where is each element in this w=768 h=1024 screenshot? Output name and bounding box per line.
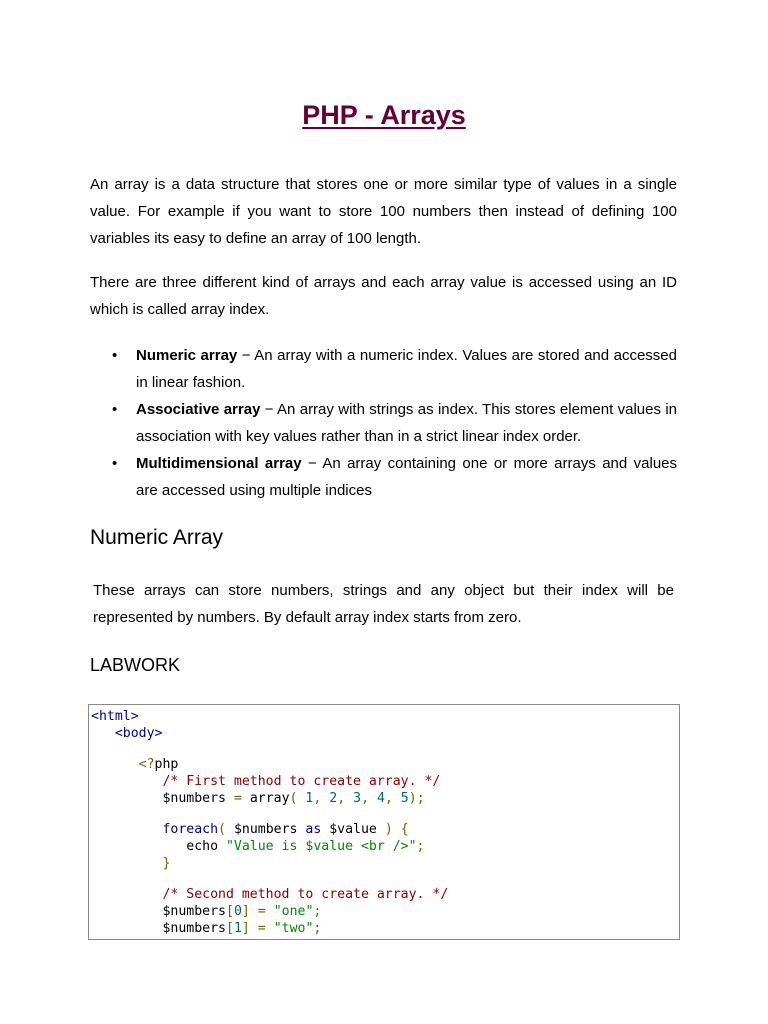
code-token: /* First method to create array. */: [162, 774, 441, 789]
code-token: <?: [138, 757, 155, 772]
code-blank-line: [91, 807, 448, 821]
list-item: [112, 396, 677, 450]
code-line: [91, 903, 448, 920]
code-token: $numbers: [162, 921, 226, 936]
code-token: "two": [273, 921, 314, 936]
code-line: [91, 773, 448, 790]
code-token: =: [249, 921, 274, 936]
code-token: ,: [361, 791, 370, 806]
code-token: as: [305, 822, 322, 837]
code-token: 4: [369, 791, 385, 806]
code-token: echo: [186, 839, 226, 854]
code-blank-line: [91, 872, 448, 886]
kinds-intro-paragraph: There are three different kind of arrays and each array value is accessed using an ID which is called array index.: [90, 274, 677, 318]
code-indent: [91, 726, 115, 741]
code-listing: [91, 708, 448, 937]
code-token: 3: [345, 791, 362, 806]
code-token: ,: [337, 791, 346, 806]
bullet-description: − An array with a numeric index. Values are stored and accessed in linear fashion.: [136, 347, 677, 391]
labwork-heading: LABWORK: [90, 655, 181, 675]
section-heading-numeric-array: Numeric Array: [90, 526, 224, 549]
code-token: );: [408, 791, 425, 806]
code-token: 0: [233, 904, 242, 919]
array-kinds-list: [112, 342, 677, 504]
code-token: (: [289, 791, 298, 806]
code-token: <body>: [114, 726, 163, 741]
code-token: 1: [297, 791, 314, 806]
code-token: 1: [233, 921, 242, 936]
code-token: ;: [416, 839, 425, 854]
code-token: ): [384, 822, 393, 837]
code-token: (: [218, 822, 226, 837]
code-token: "one": [273, 904, 314, 919]
code-token: /* Second method to create array. */: [162, 887, 449, 902]
code-token: array: [241, 791, 290, 806]
code-token: }: [162, 856, 171, 871]
code-indent: [91, 757, 139, 772]
bullet-term: Associative array: [136, 401, 261, 418]
code-token: $numbers: [226, 822, 306, 837]
bullet-description: − An array containing one or more arrays and values are accessed using multiple indices: [136, 455, 677, 499]
code-indent: [91, 887, 162, 902]
list-item: [112, 450, 677, 504]
code-line: [91, 886, 448, 903]
code-indent: [91, 839, 186, 854]
code-indent: [91, 822, 162, 837]
code-line: [91, 725, 448, 742]
code-token: ]: [241, 921, 250, 936]
bullet-icon: •: [112, 401, 118, 418]
bullet-term: Multidimensional array: [136, 455, 302, 472]
bullet-icon: •: [112, 455, 118, 472]
code-token: ,: [313, 791, 322, 806]
code-line: [91, 920, 448, 937]
code-token: ,: [384, 791, 393, 806]
code-line: [91, 855, 448, 872]
code-token: $numbers: [162, 904, 226, 919]
code-token: =: [249, 904, 274, 919]
bullet-description: − An array with strings as index. This stores element values in association with key values rather than in a strict linear index order.: [136, 401, 677, 445]
intro-paragraph: An array is a data structure that stores one or more similar type of values in a single value. For example if you want to store 100 numbers then instead of defining 100 variables its easy to define an array of 100 length.: [90, 176, 677, 247]
code-token: ]: [241, 904, 250, 919]
code-line: [91, 790, 448, 807]
code-indent: [91, 791, 162, 806]
code-token: ;: [313, 904, 322, 919]
code-indent: [91, 904, 162, 919]
code-token: "Value is $value <br />": [225, 839, 417, 854]
code-token: $numbers: [162, 791, 234, 806]
code-line: [91, 708, 448, 725]
code-block: [88, 704, 680, 940]
code-token: php: [154, 757, 179, 772]
code-line: [91, 821, 448, 838]
code-indent: [91, 856, 162, 871]
page-title: PHP - Arrays: [302, 100, 466, 130]
code-line: [91, 838, 448, 855]
code-token: 2: [321, 791, 338, 806]
bullet-icon: •: [112, 347, 118, 364]
code-blank-line: [91, 742, 448, 756]
code-token: <html>: [91, 709, 139, 724]
code-token: [: [226, 904, 234, 919]
bullet-term: Numeric array: [136, 347, 238, 364]
code-token: foreach: [162, 822, 219, 837]
code-token: $value: [321, 822, 385, 837]
code-token: [: [226, 921, 234, 936]
code-indent: [91, 774, 162, 789]
code-indent: [91, 921, 162, 936]
code-line: [91, 756, 448, 773]
list-item: [112, 342, 677, 396]
code-token: =: [233, 791, 242, 806]
numeric-array-description: These arrays can store numbers, strings and any object but their index will be represented by numbers. By default array index starts from zero.: [93, 582, 674, 626]
code-token: 5: [392, 791, 409, 806]
code-token: {: [392, 822, 409, 837]
code-token: ;: [313, 921, 322, 936]
